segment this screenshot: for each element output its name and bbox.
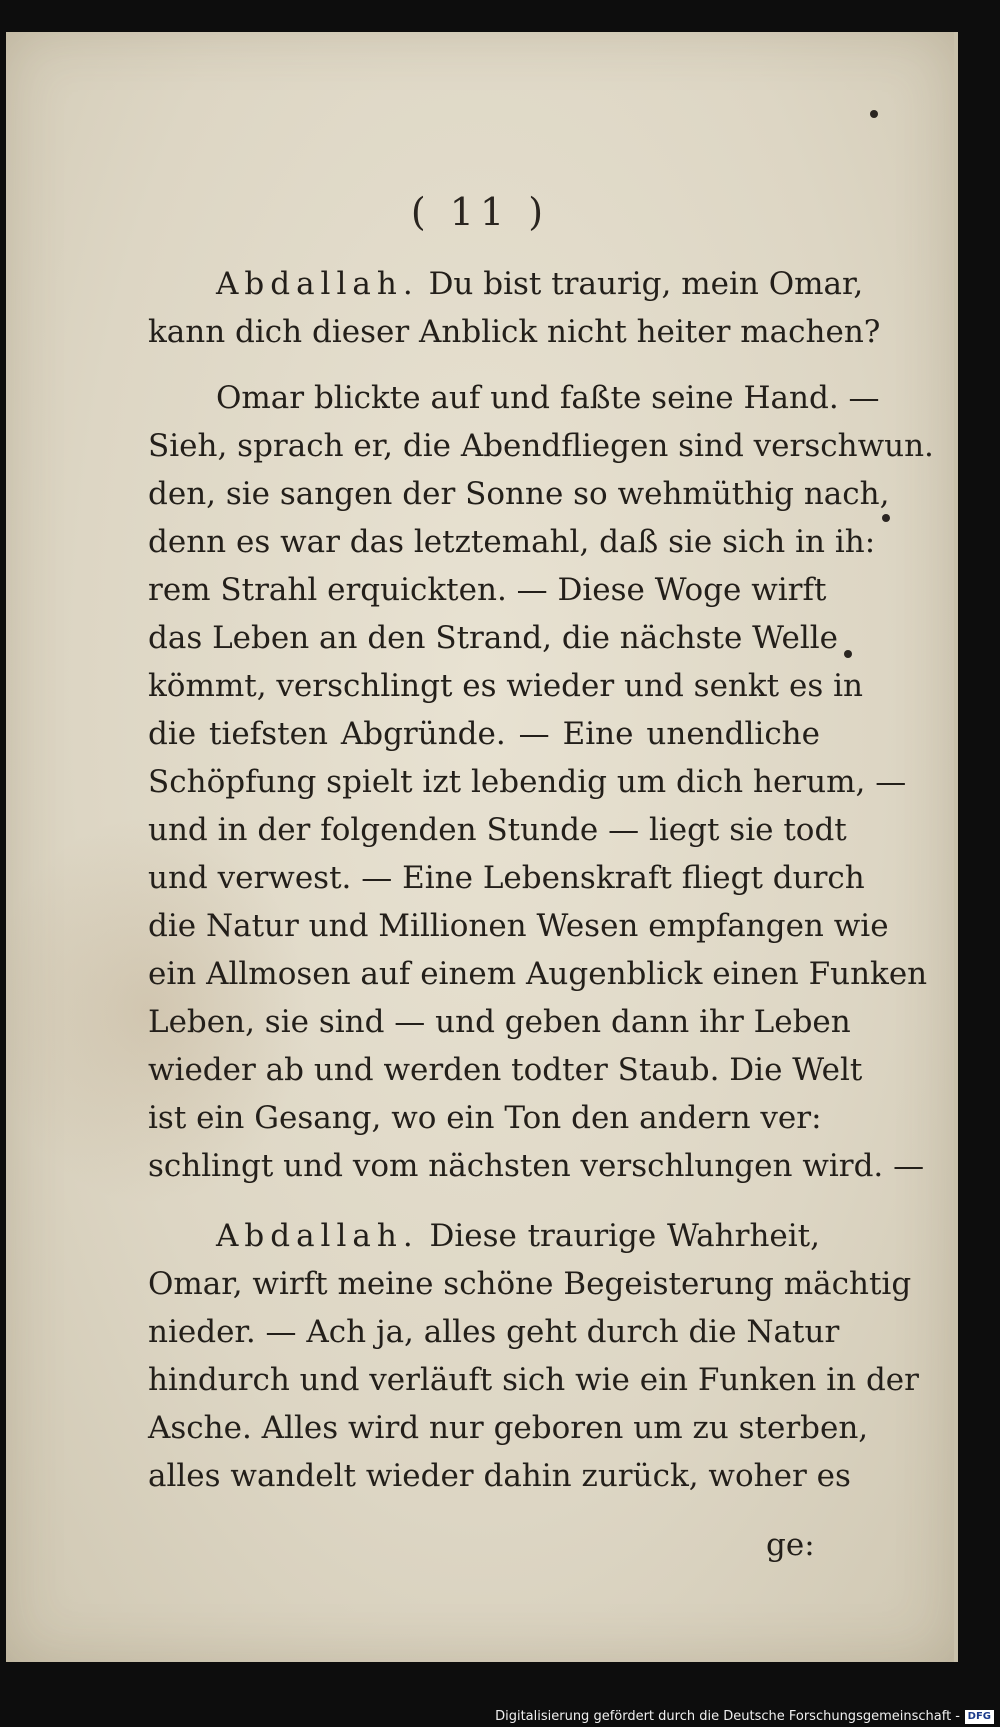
text-line: rem Strahl erquickten. — Diese Woge wirft — [148, 572, 827, 608]
text-line: Asche. Alles wird nur geboren um zu sterben, — [148, 1410, 869, 1446]
paper-speck — [870, 110, 878, 118]
paper-speck — [844, 650, 852, 658]
text-line: Schöpfung spielt izt lebendig um dich herum, — — [148, 764, 907, 800]
text-line: das Leben an den Strand, die nächste Welle — [148, 620, 839, 656]
text-line: alles wandelt wieder dahin zurück, woher es — [148, 1458, 851, 1494]
text-line: Omar, wirft meine schöne Begeisterung mächtig — [148, 1266, 912, 1302]
book-page — [6, 32, 958, 1662]
paragraph-1 — [148, 260, 881, 356]
page-number: ( 11 ) — [410, 190, 550, 234]
text-line: den, sie sangen der Sonne so wehmüthig nach, — [148, 476, 890, 512]
text-line: Abdallah. Diese traurige Wahrheit, — [216, 1218, 820, 1254]
text-line: Sieh, sprach er, die Abendfliegen sind verschwun. — [148, 428, 934, 464]
text-line: und in der folgenden Stunde — liegt sie todt — [148, 812, 847, 848]
text-line: schlingt und vom nächsten verschlungen wird. — — [148, 1148, 925, 1184]
paper-speck — [882, 514, 890, 522]
text-line: ein Allmosen auf einem Augenblick einen Funken — [148, 956, 928, 992]
text-line: kann dich dieser Anblick nicht heiter machen? — [148, 314, 881, 350]
catchword: ge: — [766, 1527, 815, 1563]
footer-text: Digitalisierung gefördert durch die Deutsche Forschungsgemeinschaft - — [495, 1709, 960, 1724]
speaker-name: Abdallah. — [216, 266, 419, 302]
text-line: die Natur und Millionen Wesen empfangen wie — [148, 908, 889, 944]
text-line: Omar blickte auf und faßte seine Hand. — — [216, 380, 880, 416]
text-line: die tiefsten Abgründe. — Eine unendliche — [148, 716, 820, 752]
text-line: denn es war das letztemahl, daß sie sich in ih: — [148, 524, 876, 560]
text-line: wieder ab und werden todter Staub. Die Welt — [148, 1052, 863, 1088]
speaker-name: Abdallah. — [216, 1218, 419, 1254]
text-line: ist ein Gesang, wo ein Ton den andern ver: — [148, 1100, 822, 1136]
paragraph-2 — [148, 374, 934, 1190]
text-line: nieder. — Ach ja, alles geht durch die Natur — [148, 1314, 840, 1350]
text-line: hindurch und verläuft sich wie ein Funken in der — [148, 1362, 919, 1398]
dfg-logo: DFG — [965, 1710, 994, 1724]
text-line: Leben, sie sind — und geben dann ihr Leben — [148, 1004, 851, 1040]
text-line: und verwest. — Eine Lebenskraft fliegt durch — [148, 860, 865, 896]
digitization-footer — [0, 1707, 1000, 1727]
text-line: kömmt, verschlingt es wieder und senkt es in — [148, 668, 863, 704]
paragraph-3 — [148, 1212, 919, 1500]
text-line: Abdallah. Du bist traurig, mein Omar, — [216, 266, 864, 302]
